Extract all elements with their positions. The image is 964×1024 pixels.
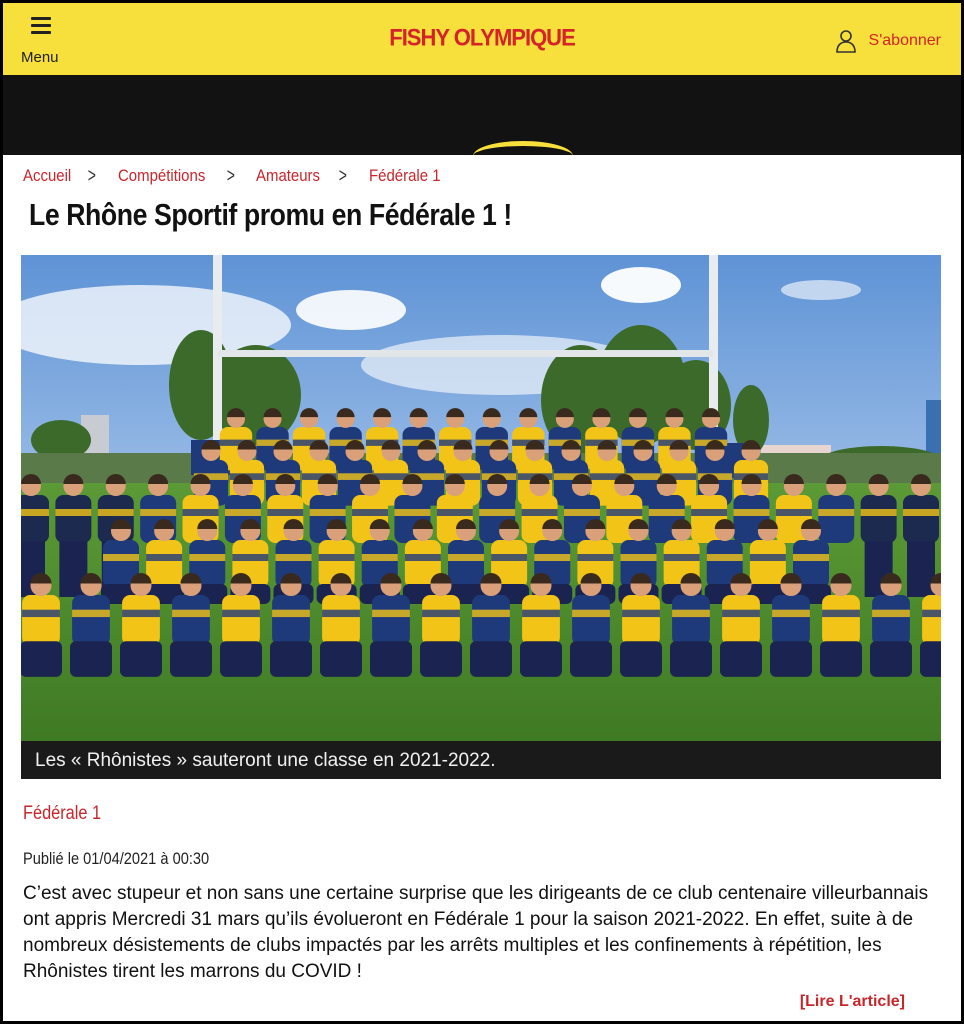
article-photo (21, 255, 941, 741)
breadcrumb-item-accueil[interactable]: Accueil (23, 166, 72, 185)
publish-date: Publié le 01/04/2021 à 00:30 (23, 849, 210, 868)
chevron-right-icon: > (87, 164, 96, 187)
chevron-right-icon: > (226, 164, 235, 187)
user-icon[interactable] (835, 29, 857, 53)
team-photo-illustration (21, 255, 941, 741)
chevron-right-icon: > (338, 164, 348, 187)
subscribe-button[interactable] (835, 27, 941, 55)
photo-caption: Les « Rhônistes » sauteront une classe en 2021-2022. (35, 750, 496, 771)
page-frame (3, 3, 961, 1021)
article-category[interactable]: Fédérale 1 (23, 803, 102, 824)
subscribe-label[interactable]: S'abonner (868, 32, 941, 49)
site-logo[interactable]: FISHY OLYMPIQUE (389, 23, 575, 52)
photo-caption-bar (21, 741, 941, 779)
breadcrumb-item-federale-1[interactable]: Fédérale 1 (368, 166, 441, 185)
banner-decoration (473, 141, 573, 155)
breadcrumb-item-competitions[interactable]: Compétitions (117, 166, 205, 185)
site-header (3, 3, 961, 75)
breadcrumb-item-amateurs[interactable]: Amateurs (256, 166, 321, 185)
menu-label[interactable]: Menu (21, 49, 59, 66)
header-banner (3, 75, 961, 155)
article-summary: C’est avec stupeur et non sans une certaine surprise que les dirigeants de ce club centenaire villeurbannais ont appris Mercredi 31 mars qu’ils évolueront en Fédérale 1 pour la saison 2021-2022. En effet, suite à de nombreux désistements de clubs impactés par les arrêts multiples et les confinements à répétition, les Rhônistes tirent les marrons du COVID ! (23, 883, 929, 982)
read-article-link[interactable]: [Lire L'article] (799, 993, 905, 1010)
article-title: Le Rhône Sportif promu en Fédérale 1 ! (29, 197, 512, 232)
breadcrumb (23, 163, 450, 189)
